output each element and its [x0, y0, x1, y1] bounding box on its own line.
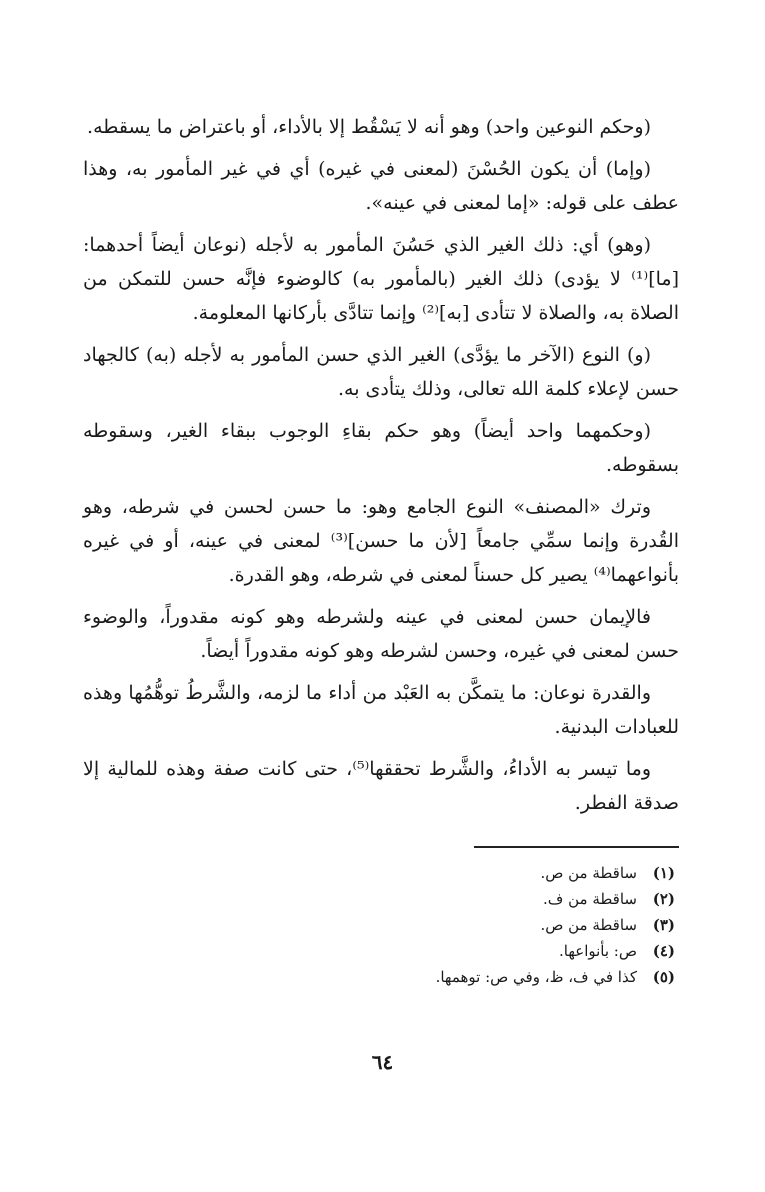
- paragraph-6: وترك «المصنف» النوع الجامع وهو: ما حسن لحسن في شرطه، وهو القُدرة وإنما سمِّي جامعاً [لأن ما حسن]⁽³⁾ لمعنى في عينه، أو في غيره بأنواعهما⁽⁴⁾ يصير كل حسناً لمعنى في شرطه، وهو القدرة.: [83, 496, 679, 586]
- footnote-text: ساقطة من ص.: [540, 916, 637, 934]
- footnote-text: كذا في ف، ظ، وفي ص: توهمها.: [435, 968, 637, 986]
- page-number: ٦٤: [371, 1050, 394, 1074]
- footnote: [83, 964, 675, 990]
- footnotes-list: [83, 860, 679, 990]
- paragraph-8: والقدرة نوعان: ما يتمكَّن به العَبْد من أداء ما لزمه، والشَّرطُ توهُّمُها وهذه للعبادات البدنية.: [83, 682, 679, 738]
- footnote-number: (٣): [652, 916, 675, 934]
- footnote: [83, 912, 675, 938]
- paragraph-4: (و) النوع (الآخر ما يؤدَّى) الغير الذي حسن المأمور به لأجله (به) كالجهاد حسن لإعلاء كلمة الله تعالى، وذلك يتأدى به.: [83, 344, 679, 400]
- footnote-number: (٥): [652, 968, 675, 986]
- footnote-number: (١): [652, 864, 675, 882]
- footnote: [83, 938, 675, 964]
- footnote-number: (٤): [652, 942, 675, 960]
- paragraph-2: (وإما) أن يكون الحُسْنَ (لمعنى في غيره) أي في غير المأمور به، وهذا عطف على قوله: «إما لمعنى في عينه».: [83, 158, 679, 214]
- footnote-text: ساقطة من ص.: [540, 864, 637, 882]
- footnote: [83, 860, 675, 886]
- paragraph-1: (وحكم النوعين واحد) وهو أنه لا يَسْقُط إلا بالأداء، أو باعتراض ما يسقطه.: [87, 116, 651, 138]
- page-body: [83, 110, 679, 990]
- paragraph-9: وما تيسر به الأداءُ، والشَّرط تحققها⁽⁵⁾، حتى كانت صفة وهذه للمالية إلا صدقة الفطر.: [83, 758, 679, 814]
- paragraph-5: (وحكمهما واحد أيضاً) وهو حكم بقاءِ الوجوب ببقاء الغير، وسقوطه بسقوطه.: [83, 420, 679, 476]
- footnote-number: (٢): [652, 890, 675, 908]
- footnote: [83, 886, 675, 912]
- footnote-divider: [474, 846, 679, 848]
- paragraph-3: (وهو) أي: ذلك الغير الذي حَسُنَ المأمور به لأجله (نوعان أيضاً أحدهما: [ما]⁽¹⁾ لا يؤدى) ذلك الغير (بالمأمور به) كالوضوء فإنَّه حسن للتمكن من الصلاة به، والصلاة لا تتأدى [به]⁽²⁾ وإنما تتادَّى بأركانها المعلومة.: [83, 234, 679, 324]
- paragraph-7: فالإيمان حسن لمعنى في عينه ولشرطه وهو كونه مقدوراً، والوضوء حسن لمعنى في غيره، وحسن لشرطه وهو كونه مقدوراً أيضاً.: [83, 606, 679, 662]
- footnote-text: ص: بأنواعها.: [559, 942, 637, 960]
- footnote-text: ساقطة من ف.: [543, 890, 637, 908]
